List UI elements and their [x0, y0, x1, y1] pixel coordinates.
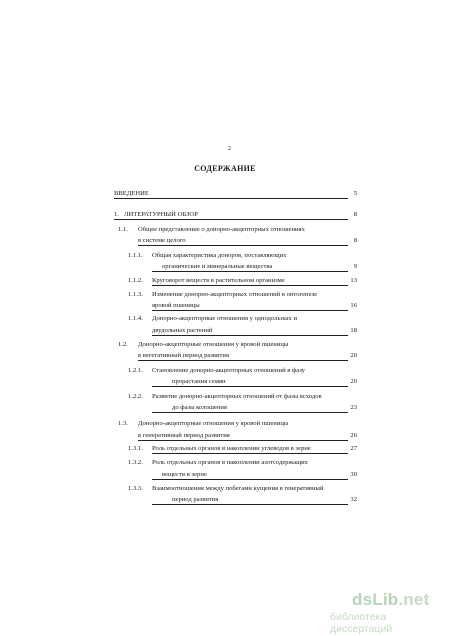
watermark-logo-suffix: .net	[398, 590, 430, 609]
toc-entry-number: 1.1.4.	[128, 315, 143, 322]
toc-page-number: 8	[353, 211, 357, 218]
underline	[152, 412, 348, 413]
toc-entry-text: Общее представление о донорно-акцепторных отношениях	[138, 226, 305, 233]
toc-entry-text: ЛИТЕРАТУРНЫЙ ОБЗОР	[124, 211, 198, 218]
underline	[114, 198, 348, 199]
toc-entry-number: 1.1.2.	[128, 277, 143, 284]
toc-entry-text: до фазы колошения	[172, 404, 227, 411]
toc-page-number: 20	[350, 378, 357, 385]
toc-entry-text: Донорно-акцепторные отношения у однодольных и	[152, 315, 297, 322]
toc-page-number: 9	[353, 263, 357, 270]
underline	[152, 453, 348, 454]
dslib-watermark-logo	[352, 590, 429, 610]
toc-entry-number: 1.2.1.	[128, 367, 143, 374]
toc-entry-text: Изменение донорно-акцепторных отношений в онтогенезе	[152, 291, 318, 298]
toc-entry-text: веществ в зерне	[162, 471, 207, 478]
toc-entry-number: 1.1.	[118, 226, 128, 233]
toc-entry-text: органические и минеральные вещества	[162, 263, 273, 270]
underline	[152, 271, 348, 272]
toc-page-number: 27	[350, 445, 357, 452]
underline	[138, 440, 348, 441]
toc-page-number: 16	[350, 302, 357, 309]
underline	[138, 360, 348, 361]
toc-page-number: 8	[353, 237, 357, 244]
toc-entry-number: 1.1.1.	[128, 252, 143, 259]
toc-entry-number: 1.1.3.	[128, 291, 143, 298]
toc-title: СОДЕРЖАНИЕ	[194, 164, 256, 173]
toc-entry-text: Донорно-акцепторные отношения у яровой пшеницы	[138, 341, 289, 348]
toc-entry-text: Роль отдельных органов в накоплении углеводов в зерне	[152, 445, 311, 452]
toc-entry-number: 1.2.2.	[128, 393, 143, 400]
toc-page-number: 5	[353, 190, 357, 197]
toc-page-number: 30	[350, 471, 357, 478]
toc-entry-text: в генеративный период развития	[138, 432, 230, 439]
toc-entry-number: 1.3.	[118, 420, 128, 427]
toc-page-number: 18	[350, 327, 357, 334]
toc-entry-number: 1.3.3.	[128, 485, 143, 492]
toc-entry-text: Круговорот веществ в растительном организме	[152, 277, 285, 284]
toc-entry-text: ВВЕДЕНИЕ	[114, 190, 149, 197]
toc-entry-text: Развитие донорно-акцепторных отношений от фазы всходов	[152, 393, 322, 400]
underline	[152, 386, 348, 387]
underline	[152, 285, 348, 286]
underline	[152, 335, 348, 336]
watermark-text: библиотека диссертаций	[330, 611, 393, 635]
toc-entry-text: Роль отдельных органов в накоплении азотсодержащих	[152, 459, 308, 466]
toc-entry-number: 1.	[114, 211, 119, 218]
toc-page-number: 20	[350, 352, 357, 359]
toc-entry-text: Становление донорно-акцепторных отношений в фазу	[152, 367, 305, 374]
underline	[114, 219, 348, 220]
toc-entry-text: двудольных растений	[152, 327, 213, 334]
toc-entry-text: яровой пшеницы	[152, 302, 200, 309]
toc-entry-number: 1.3.2.	[128, 459, 143, 466]
toc-entry-text: Донорно-акцепторные отношения у яровой пшеницы	[138, 420, 289, 427]
toc-entry-text: прорастания семян	[172, 378, 226, 385]
toc-entry-text: в системе целого	[138, 237, 186, 244]
toc-entry-number: 1.3.1.	[128, 445, 143, 452]
underline	[152, 479, 348, 480]
toc-entry-number: 1.2.	[118, 341, 128, 348]
toc-entry-text: Взаимоотношения между побегами кущения в генеративный	[152, 485, 324, 492]
toc-entry-text: в вегетативный период развития	[138, 352, 229, 359]
toc-page-number: 13	[350, 277, 357, 284]
watermark-logo-text: dsLib	[352, 590, 399, 609]
toc-page-number: 26	[350, 432, 357, 439]
toc-entry-text: Общая характеристика доноров, поставляющих	[152, 252, 287, 259]
underline	[152, 310, 348, 311]
toc-entry-text: период развития	[172, 496, 219, 503]
underline	[152, 504, 348, 505]
toc-page-number: 23	[350, 404, 357, 411]
page-number: 2	[228, 146, 231, 152]
toc-page-number: 32	[350, 496, 357, 503]
underline	[138, 245, 348, 246]
